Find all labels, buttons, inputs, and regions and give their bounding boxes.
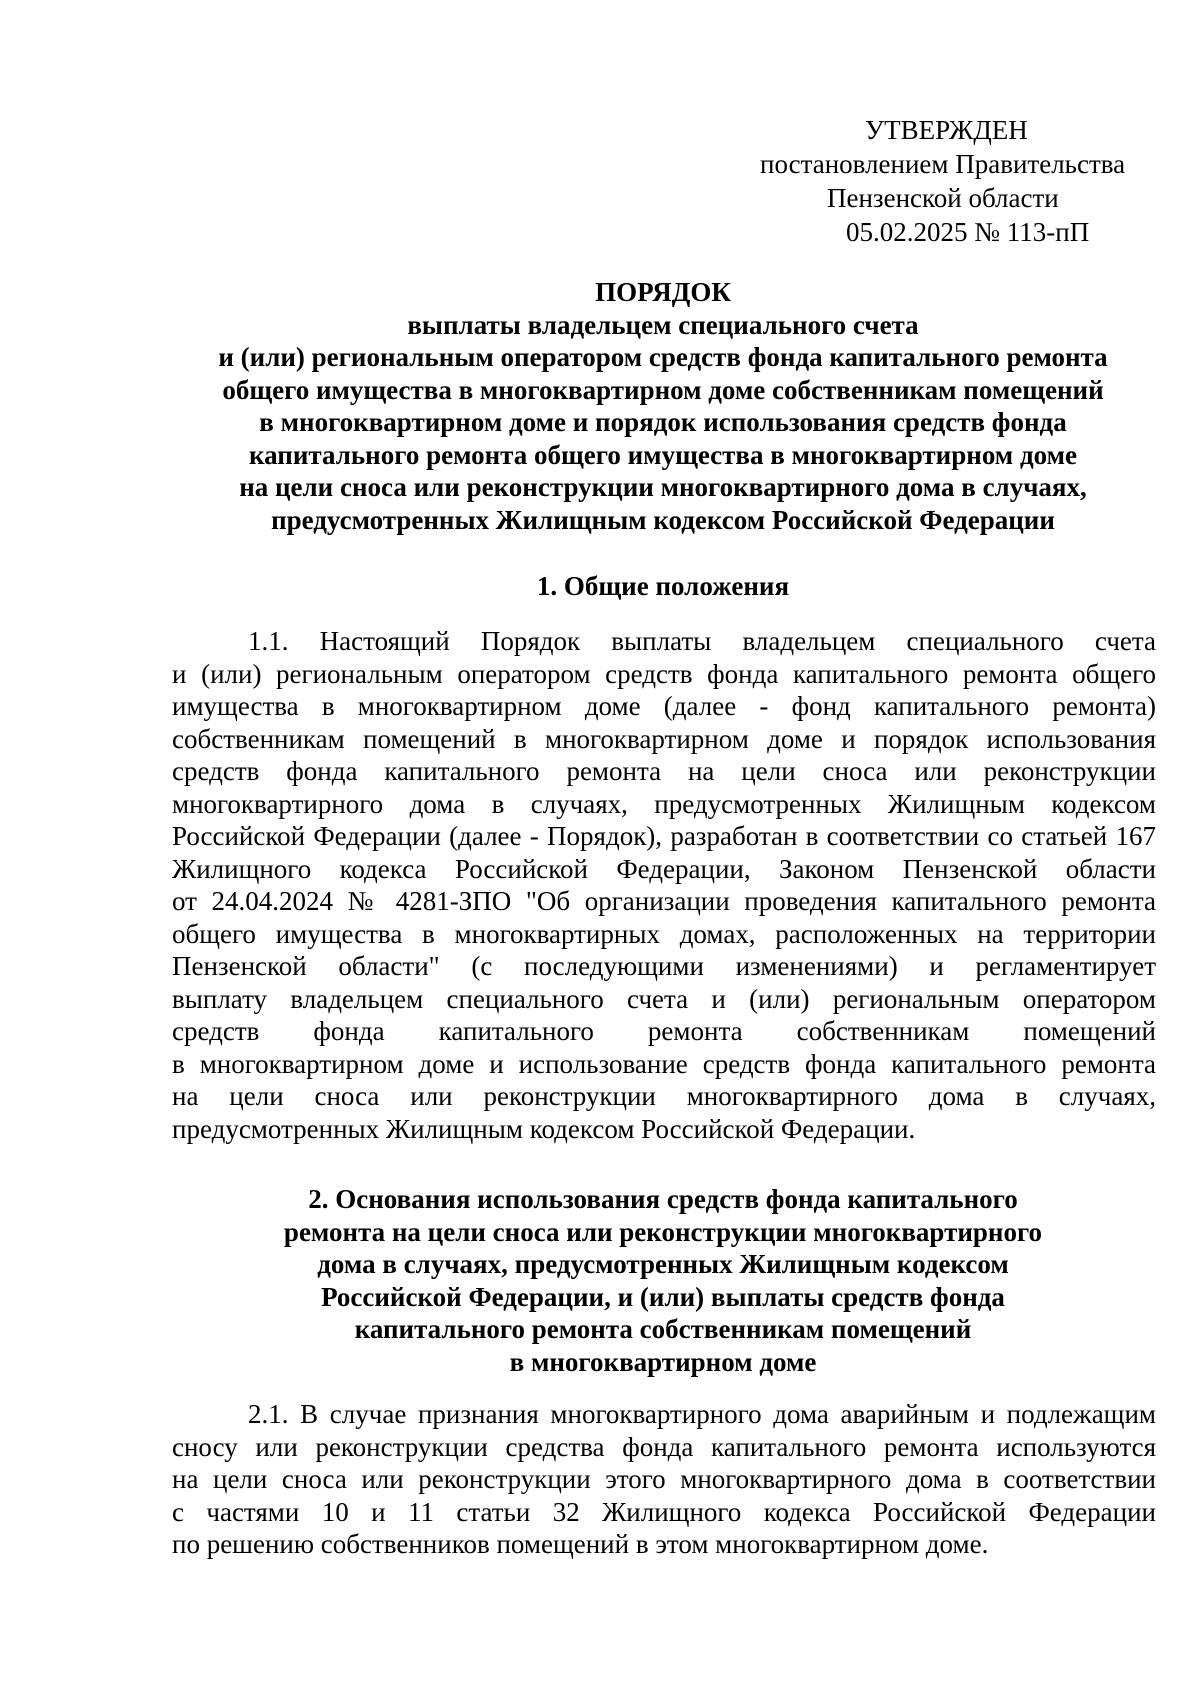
paragraph-line: 1.1. Настоящий Порядок выплаты владельцем специального счета [248,626,1156,656]
approval-region: Пензенской области [827,183,1059,213]
paragraph-line: по решению собственников помещений в этом многоквартирном доме. [172,1529,989,1559]
section-2-heading [170,1183,1156,1378]
paragraph-line: в многоквартирном доме и использование средств фонда капитального ремонта [172,1048,1156,1079]
paragraph-2-1 [172,1398,1156,1561]
paragraph-line: общего имущества в многоквартирных домах, расположенных на территории [172,918,1156,949]
section-1-heading [170,570,1156,603]
title-line: выплаты владельцем специального счета [407,309,919,340]
paragraph-line: на цели сноса или реконструкции многоквартирного дома в случаях, [172,1081,1156,1111]
title-line: и (или) региональным оператором средств фонда капитального ремонта [218,342,1108,372]
approval-stamp [700,113,1126,249]
approval-authority: постановлением Правительства [760,149,1126,179]
paragraph-line: выплату владельцем специального счета и (или) региональным оператором [172,983,1156,1014]
section-heading-text: 1. Общие положения [536,571,790,601]
paragraph-line: многоквартирного дома в случаях, предусмотренных Жилищным кодексом [172,788,1156,819]
paragraph-line: имущества в многоквартирном доме (далее - фонд капитального ремонта) [172,691,1156,721]
title-line: капитального ремонта общего имущества в многоквартирном доме [249,439,1077,470]
paragraph-line: предусмотренных Жилищным кодексом Российской Федерации. [172,1113,916,1144]
paragraph-line: собственникам помещений в многоквартирном доме и порядок использования [172,723,1156,754]
paragraph-line: с частями 10 и 11 статьи 32 Жилищного кодекса Российской Федерации [172,1496,1156,1527]
section-heading-line: в многоквартирном доме [509,1346,817,1377]
paragraph-line: средств фонда капитального ремонта на цели сноса или реконструкции [172,756,1156,786]
title-line: общего имущества в многоквартирном доме собственникам помещений [222,374,1104,405]
section-heading-line: дома в случаях, предусмотренных Жилищным кодексом [317,1249,1009,1279]
paragraph-line: на цели сноса или реконструкции этого многоквартирного дома в соответствии [172,1464,1156,1494]
paragraph-line: средств фонда капитального ремонта собственникам помещений [172,1016,1156,1046]
approval-heading: УТВЕРЖДЕН [865,115,1028,145]
paragraph-line: Российской Федерации (далее - Порядок), разработан в соответствии со статьей 167 [172,821,1156,851]
paragraph-line: 2.1. В случае признания многоквартирного дома аварийным и подлежащим [248,1399,1156,1429]
document-title [170,276,1156,536]
title-line: на цели сноса или реконструкции многоквартирного дома в случаях, [239,472,1087,502]
approval-date-number: 05.02.2025 № 113-пП [846,217,1090,247]
paragraph-line: сносу или реконструкции средства фонда капитального ремонта используются [172,1431,1156,1462]
title-heading: ПОРЯДОК [595,277,731,307]
paragraph-1-1 [172,625,1156,1145]
section-heading-line: капитального ремонта собственникам помещений [354,1314,972,1344]
paragraph-line: и (или) региональным оператором средств фонда капитального ремонта общего [172,658,1156,689]
paragraph-line: от 24.04.2024 № 4281-ЗПО "Об организации проведения капитального ремонта [172,886,1156,916]
title-line: в многоквартирном доме и порядок использования средств фонда [259,407,1067,437]
title-line: предусмотренных Жилищным кодексом Российской Федерации [271,504,1055,535]
paragraph-line: Пензенской области" (с последующими изменениями) и регламентирует [172,951,1156,981]
section-heading-line: ремонта на цели сноса или реконструкции многоквартирного [283,1216,1043,1247]
paragraph-line: Жилищного кодекса Российской Федерации, Законом Пензенской области [172,853,1156,884]
section-heading-line: 2. Основания использования средств фонда капитального [308,1184,1018,1214]
section-heading-line: Российской Федерации, и (или) выплаты средств фонда [321,1281,1005,1312]
